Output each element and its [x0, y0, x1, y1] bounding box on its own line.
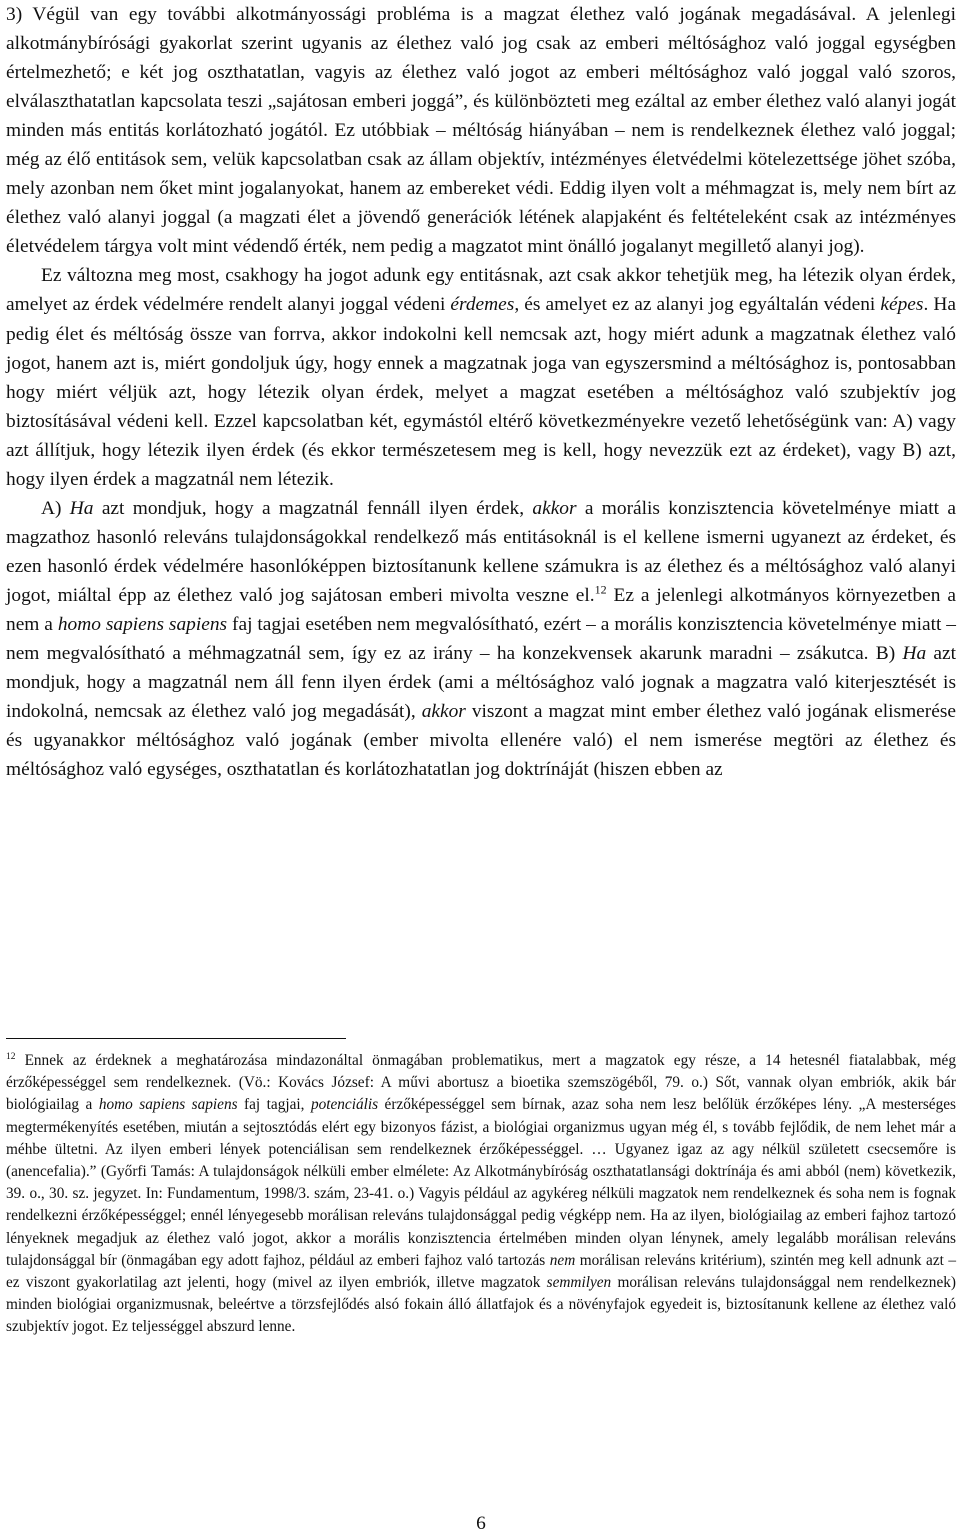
footnote-separator — [6, 1038, 346, 1039]
paragraph-2-text-b: , és amelyet ez az alanyi jog egyáltalán védeni — [514, 294, 881, 316]
footnote-text-1: Ennek az érdeknek a meghatározása mindazonáltal önmagában problematikus, mert a magzatok egy része, a 14 hetesnél fiatalabbak, még érzőképességgel sem rendelkeznek. (Vö.: Kovács József: A művi abortusz a bioetika szemszögéből, 79. o.) Sőt, vannak olyan embriók, akik bár biológiailag a — [6, 1052, 956, 1114]
paragraph-1-text: 3) Végül van egy további alkotmányossági probléma is a magzat élethez való jogának megadásával. A jelenlegi alkotmánybírósági gyakorlat szerint ugyanis az élethez való jog csak az emberi méltósághoz való joggal egységben értelmezhető; e két jog oszthatatlan, vagyis az élethez való jogot az emberi méltósághoz való joggal való szoros, elválaszthatatlan kapcsolata teszi „sajátosan emberi joggá”, és különbözteti meg ezáltal az ember élethez való alanyi jogát minden más entitás korlátozható jogától. Ez utóbbiak – méltóság hiányában – nem is rendelkeznek élethez való joggal; még az élő entitások sem, velük kapcsolatban csak az állam objektív, intézményes életvédelmi kötelezettsége jöhet szóba, mely azonban nem őket mint jogalanyokat, hanem az embereket védi. Eddig ilyen volt a méhmagzat is, mely nem bírt az élethez való alanyi joggal (a magzati élet a jövendő generációk létének alapjaként és feltételeként csak az intézményes életvédelem tárgya volt mint védendő érték, nem pedig a magzatot mint önálló jogalanyt megillető alanyi jog). — [6, 4, 956, 258]
document-page — [6, 0, 956, 1537]
paragraph-3-text-f: azt mondjuk, hogy a magzatnál nem áll fenn ilyen érdek (ami a méltósághoz való jognak a magzatra való kiterjesztését is indokolná, nemcsak az élethez való jog megadását), — [6, 643, 956, 723]
footnote-text-2: faj tagjai, — [237, 1096, 311, 1114]
footnote-text-5: morálisan releváns tulajdonsággal nem rendelkeznek) minden biológiai organizmusnak, beleértve a törzsfejlődés alsó fokain álló állatfajok és a növényfajok egyedeit is, biztosítanunk kellene az élethez való szubjektív jogot. Ez teljességgel abszurd lenne. — [6, 1274, 956, 1336]
footnote-text-4: morálisan releváns kritérium), szintén meg kell adnunk azt – ez viszont gyakorlatilag azt jelenti, hogy (mivel az ilyen embriók, illetve magzatok — [6, 1251, 957, 1292]
emphasis-ha-2: Ha — [902, 643, 927, 665]
paragraph-2-text-a: Ez változna meg most, csakhogy ha jogot adunk egy entitásnak, azt csak akkor tehetjük meg, ha létezik olyan érdek, amelyet az érdek védelmére rendelt alanyi joggal védeni — [6, 265, 956, 316]
main-text — [6, 0, 956, 784]
footnote-text-3: érzőképességgel sem bírnak, azaz soha nem lesz belőlük érzőképes lény. „A mesterséges megtermékenyítés esetében, miután a sejtosztódás elért egy bizonyos fázist, a biológiai organizmus ugyan még él, s tovább fejlődik, de nem lehet már a méhbe ültetni. Az ilyen emberi lények potenciálisan sem rendelkeznek érzőképességgel. … Ugyanez igaz az agy nélkül született csecsemőre is (anencefalia).” (Győrfi Tamás: A tulajdonságok nélküli ember elmélete: Az Alkotmánybíróság oszthatatlansági doktrínája és ami abból (nem) következik, 39. o., 30. sz. jegyzet. In: Fundamentum, 1998/3. szám, 23-41. o.) Vagyis például az agykéreg nélküli magzatok nem rendelkeznek és soha nem is fognak rendelkezni érzőképességgel; ennél lényegesebb morálisan releváns tulajdonsággal pedig végképp nem. Ha az ilyen, biológiailag az emberi fajhoz tartozó lényeknek megadjuk az élethez való jogot, akkor a morális konzisztencia értelmében minden olyan lénynek, amely legalább morálisan releváns tulajdonsággal bír (önmagában egy adott fajhoz, például az emberi fajhoz való tartozás — [6, 1096, 956, 1269]
footnote-emphasis-homo-sapiens: homo sapiens sapiens — [98, 1096, 238, 1114]
footnote-reference[interactable]: 12 — [594, 582, 607, 597]
paragraph-3-text-c: a morális konzisztencia követelménye miatt a magzathoz hasonló releváns tulajdonságokkal rendelkező más entitásoknál is el kellene ismerni ugyanezt az érdeket, és ezen hasonló érdek védelmére hasonlóképpen biztosítanunk kellene számukra is az élethez és a méltósághoz való alanyi jogot, miáltal épp az élethez való jog sajátosan emberi mivolta veszne el. — [6, 497, 956, 606]
paragraph-1 — [6, 0, 956, 261]
paragraph-3-text-g: viszont a magzat mint ember élethez való jogának elismerése és ugyanakkor méltósághoz való jogának (ember mivolta ellenére való) el nem ismerése megtöri az élethez és méltósághoz való egységes, oszthatatlan és korlátozhatatlan jog doktrínáját (hiszen ebben az — [6, 701, 956, 781]
paragraph-3-text-e: faj tagjai esetében nem megvalósítható, ezért – a morális konzisztencia követelménye miatt – nem megvalósítható a méhmagzatnál sem, így ez az irány – ha konzekvensek akarunk maradni – zsákutca. B) — [6, 613, 956, 665]
emphasis-kepes: képes — [880, 294, 924, 316]
footnote-paragraph — [6, 1050, 956, 1339]
emphasis-homo-sapiens: homo sapiens sapiens — [57, 613, 228, 635]
paragraph-2 — [6, 261, 956, 493]
footnote-emphasis-nem: nem — [549, 1251, 576, 1269]
paragraph-2-text-c: . Ha pedig élet és méltóság össze van forrva, akkor indokolni kell nemcsak azt, hogy miért adunk a magzatnak élethez való jogot, hanem azt is, miért gondoljuk úgy, hogy ennek a magzatnak joga van egyszersmind a méltósághoz is, pontosabban hogy miért véljük azt, hogy létezik olyan érdek, melyet a magzat esetében a méltósághoz való szubjektív jog biztosításával védeni kell. Ezzel kapcsolatban két, egymástól eltérő következményekre vezető lehetőségünk van: A) vagy azt állítjuk, hogy létezik ilyen érdek (és ekkor természetesem meg is kell, hogy nevezzük ezt az érdeket), vagy B) azt, hogy ilyen érdek a magzatnál nem létezik. — [6, 294, 956, 490]
page-number: 6 — [476, 1513, 486, 1534]
footnote-emphasis-semmilyen: semmilyen — [546, 1274, 612, 1292]
footnote-12 — [6, 1050, 956, 1339]
paragraph-3-text-d: Ez a jelenlegi alkotmányos környezetben a nem a — [6, 584, 957, 635]
emphasis-erdemes: érdemes — [450, 294, 515, 316]
paragraph-3 — [6, 494, 956, 784]
emphasis-akkor-2: akkor — [421, 701, 466, 723]
emphasis-ha-1: Ha — [69, 497, 94, 519]
emphasis-akkor-1: akkor — [532, 497, 577, 519]
footnote-number: 12 — [6, 1051, 16, 1062]
paragraph-3-text-b: azt mondjuk, hogy a magzatnál fennáll ilyen érdek, — [93, 497, 533, 519]
footnote-emphasis-potencialis: potenciális — [310, 1096, 379, 1114]
paragraph-3-text-a: A) — [41, 497, 70, 519]
